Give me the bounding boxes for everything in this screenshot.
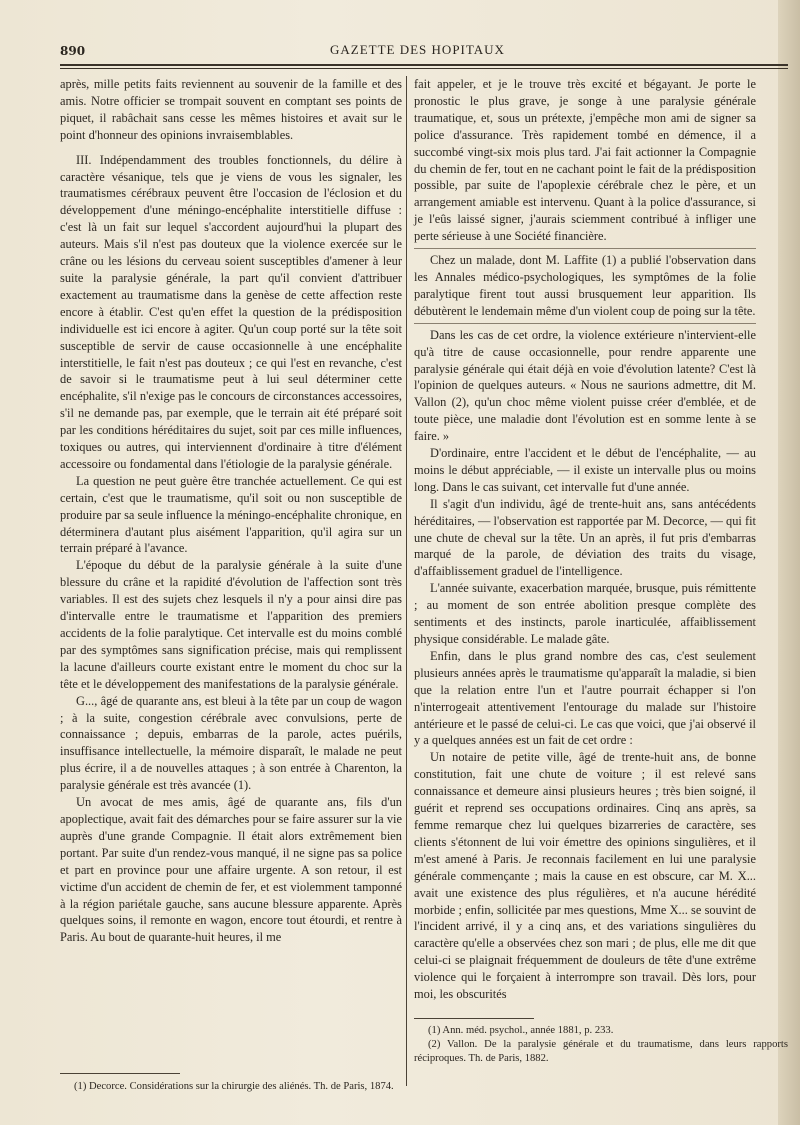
paragraph: Chez un malade, dont M. Laffite (1) a publié l'observation dans les Annales médico-psychologiques, les symptômes de la folie paralytique firent tout aussi brusquement leur apparition. Ils débutèrent le lendemain même d'un violent coup de poing sur la tête. — [414, 248, 756, 320]
paragraph: Un notaire de petite ville, âgé de trente-huit ans, de bonne constitution, fait une chute de voiture ; il est relevé sans connaissance et demeure ainsi plusieurs heures ; très bien soigné, il guérit et reprend ses occupations ordinaires. Cinq ans après, sa femme remarque chez lui quelques bizarreries de caractère, ses clients s'étonnent de lui voir émettre des opinions singulières, et il m'est amené à Paris. Je reconnais facilement en lui une paralysie générale commençante ; mais la cause en est obscure, car M. X... avait une existence des plus régulières, et n'a aucune hérédité morbide ; enfin, sollicitée par mes questions, Mme X... se souvint de l'incident arrivé, il y a cinq ans, et des variations singulières du caractère qu'elle a observées chez son mari ; de plus, elle me dit que celui-ci se plaignait fréquemment de douleurs de tête d'une extrême violence qui le forçaient à interrompre son travail. Dès lors, pour moi, les obscurités — [414, 750, 756, 1002]
paragraph: L'année suivante, exacerbation marquée, brusque, puis rémittente ; au moment de son entrée abolition presque complète des sentiments et des instincts, parole inarticulée, affaiblissement physique considérable. Le malade gâte. — [414, 581, 756, 646]
paragraph: après, mille petits faits reviennent au souvenir de la famille et des amis. Notre officier se trompait souvent en comptant ses points de piquet, il rabâchait sans cesse les mêmes histoires et avait sur le point d'honneur des opinions invraisemblables. — [60, 77, 402, 142]
footnotes-right — [414, 1024, 788, 1066]
page-header — [60, 38, 788, 62]
header-rule-thin — [60, 68, 788, 69]
paragraph: Un avocat de mes amis, âgé de quarante ans, fils d'un apoplectique, avait fait des démarches pour se faire assurer sur la vie auprès d'une grande Compagnie. Il était alors extrêmement bien portant. Par suite d'un rendez-vous manqué, il ne signe pas sa police et part en province pour une affaire urgente. A son retour, il est victime d'un accident de chemin de fer, et est violemment tamponné à la région pariétale gauche, sans aucune blessure apparente. Après quelques soins, il remonte en wagon, encore tout étourdi, et rentre à Paris. Au bout de quarante-huit heures, il me — [60, 795, 402, 945]
paragraph: L'époque du début de la paralysie générale à la suite d'une blessure du crâne et la rapidité d'évolution de l'affection sont très variables. Il est des sujets chez lesquels il n'y a pour ainsi dire pas d'intervalle entre le traumatisme et l'apparition des premiers accidents de la folie paralytique. Cet intervalle est du moins comblé par des symptômes sans signification précise, mais qui remplissent la lacune d'ailleurs courte existant entre le moment du choc sur la tête et le développement des manifestations de la paralysie générale. — [60, 558, 402, 691]
footnote: (1) Ann. méd. psychol., année 1881, p. 233. — [428, 1025, 614, 1036]
footnote: (2) Vallon. De la paralysie générale et du traumatisme, dans leurs rapports réciproques. Th. de Paris, 1882. — [414, 1039, 788, 1064]
paragraph: fait appeler, et je le trouve très excité et bégayant. Je porte le pronostic le plus grave, je songe à une paralysie générale traumatique, et, sous un prétexte, j'empêche mon ami de signer sa police d'assurance. Très rapidement tombé en démence, il a succombé vingt-six mois plus tard. J'ai fait actionner la Compagnie du chemin de fer, tout en ne cachant point le fait de la prédisposition possible, par suite de l'apoplexie cérébrale chez le père, et un arrangement amiable est intervenu. Quant à la police d'assurance, si je l'eûs laissé signer, j'aurais sciemment contribué à infliger une perte sérieuse à une Société financière. — [414, 77, 756, 244]
paragraph: Enfin, dans le plus grand nombre des cas, c'est seulement plusieurs années après le traumatisme qu'apparaît la maladie, si bien que la relation entre l'un et l'autre pourrait échapper si l'on n'interrogeait attentivement l'entourage du malade sur l'histoire antérieure et le passé de celui-ci. Le cas que voici, que j'ai observé il y a quelques années est un fait de cet ordre : — [414, 648, 756, 748]
left-column — [60, 76, 402, 1076]
footnote-rule — [414, 1018, 534, 1019]
page-number: 890 — [60, 44, 86, 58]
paragraph: La question ne peut guère être tranchée actuellement. Ce qui est certain, c'est que le traumatisme, qu'il soit ou non susceptible de produire par sa seule influence la méningo-encéphalite chronique, en déterminera d'autant plus aisément l'apparition, qu'il agira sur un terrain préparé à l'avance. — [60, 473, 402, 556]
right-column — [414, 76, 756, 1076]
page-edge — [778, 0, 800, 1125]
footnote: (1) Decorce. Considérations sur la chirurgie des aliénés. Th. de Paris, 1874. — [74, 1081, 394, 1092]
paragraph: G..., âgé de quarante ans, est bleui à la tête par un coup de wagon ; à la suite, congestion cérébrale avec convulsions, perte de connaissance ; depuis, embarras de la parole, actes puérils, insuffisance intellectuelle, la mémoire disparaît, le malade ne peut plus écrire, il a de nouvelles attaques ; à son entrée à Charenton, la paralysie générale est très avancée (1). — [60, 693, 402, 793]
paragraph: D'ordinaire, entre l'accident et le début de l'encéphalite, — au moins le début appréciable, — il existe un intervalle plus ou moins long. Dans le cas suivant, cet intervalle fut d'une année. — [414, 446, 756, 494]
footnote-rule — [60, 1073, 180, 1074]
paragraph: Dans les cas de cet ordre, la violence extérieure n'intervient-elle qu'à titre de cause occasionnelle, pour rendre apparente une paralysie générale qui était déjà en voie d'évolution latente? C'est là l'opinion de quelques auteurs. « Nous ne saurions admettre, dit M. Vallon (2), qu'un choc même violent puisse créer d'emblée, et de toute pièce, une maladie dont l'évolution est en somme lente à se faire. » — [414, 323, 756, 445]
header-rule — [60, 64, 788, 66]
paragraph: Il s'agit d'un individu, âgé de trente-huit ans, sans antécédents héréditaires, — l'observation est rapportée par M. Decorce, — qui fit une chute de cheval sur la tête. Un an après, il fut pris d'embarras marqué de la parole, de déviation des traits du visage, d'affaiblissement graduel de l'intelligence. — [414, 496, 756, 579]
journal-title: GAZETTE DES HOPITAUX — [330, 42, 505, 57]
column-divider — [406, 76, 407, 1086]
paragraph: III. Indépendamment des troubles fonctionnels, du délire à caractère vésanique, tels que je viens de vous les signaler, les traumatismes cérébraux peuvent être l'occasion de l'éclosion et du développement d'une méningo-encéphalite interstitielle diffuse : c'est là un fait sur lequel s'accordent aujourd'hui la plupart des auteurs. Mais s'il n'est pas douteux que la violence exercée sur le crâne ou les lésions du cerveau soient susceptibles d'amener à leur suite la paralysie générale, la part qu'il convient d'attribuer exactement au traumatisme dans la genèse de cette affection reste encore à établir. C'est qu'en effet la question de la prédisposition individuelle est ici encore à agiter. Qu'un coup porté sur la tête soit susceptible de servir de cause occasionnelle à une encéphalite interstitielle, le fait n'est pas douteux ; ce qui l'est en revanche, c'est de savoir si le traumatisme peut à lui seul déterminer cette encéphalite, s'il n'exige pas le concours de circonstances accessoires, s'il ne demande pas, par exemple, que le terrain ait été préparé soit par les conditions héréditaires du sujet, soit par ces mille influences, toxiques ou autres, qui interviennent d'ordinaire à titre d'élément accessoire ou fondamental dans l'étiologie de la paralysie générale. — [60, 152, 402, 471]
footnotes-left — [60, 1080, 402, 1094]
